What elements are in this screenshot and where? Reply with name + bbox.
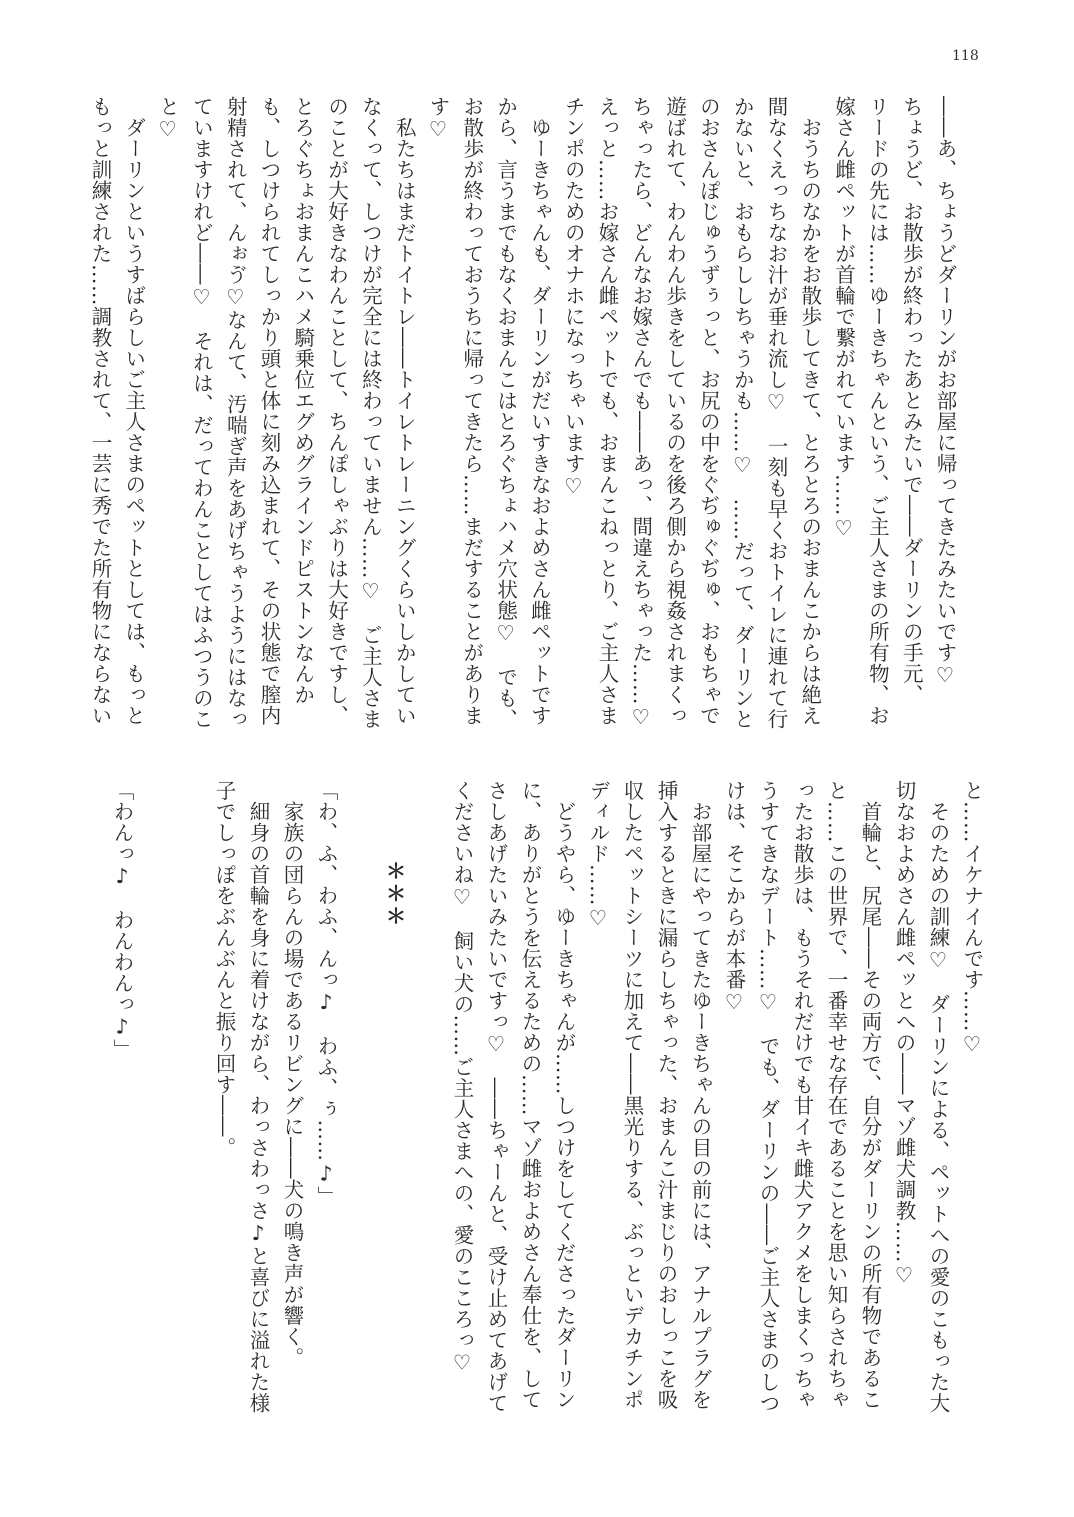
- text-column: リードの先には……ゆーきちゃんという、ご主人さまの所有物、お: [865, 96, 890, 726]
- text-column: お散歩が終わっておうちに帰ってきたら……まだすることがありま: [459, 96, 484, 726]
- text-column: 嫁さん雌ペットが首輪で繋がれています……♡: [831, 96, 856, 541]
- text-column: と……この世界で、一番幸せな存在であることを思い知らされちゃ: [824, 780, 848, 1410]
- text-column: ダーリンというすばらしいご主人さまのペットとしては、もっと: [121, 96, 146, 726]
- text-column: と♡: [155, 96, 180, 142]
- text-column: 射精されて、んぉゔ♡なんて、汚喘ぎ声をあげちゃうようにはなっ: [223, 96, 248, 730]
- text-column: 私たちはまだトイトレ――トイレトレーニングくらいしかしてい: [392, 96, 417, 726]
- text-column: に、ありがとうを伝えるための……マゾ雌およめさん奉仕を、して: [518, 780, 542, 1410]
- text-column: ディルド……♡: [586, 780, 610, 931]
- text-column: のことが大好きなわんことして、ちんぽしゃぶりは大好きですし、: [324, 96, 349, 726]
- text-column: うすてきなデート……♡ でも、ダーリンの――ご主人さまのしつ: [756, 780, 780, 1414]
- text-column: おうちのなかをお散歩してきて、とろとろのおまんこからは絶え: [797, 96, 822, 726]
- text-column: そのための訓練♡ ダーリンによる、ペットへの愛のこもった大: [926, 780, 950, 1414]
- text-column: 家族の団らんの場であるリビングに――犬の鳴き声が響く。: [280, 780, 304, 1368]
- text-column: なくって、しつけが完全には終わっていません……♡ ご主人さま: [358, 96, 383, 730]
- text-column: ちょうど、お散歩が終わったあとみたいで――ダーリンの手元、: [899, 96, 924, 705]
- text-column: かないと、おもらししちゃうかも……♡ ……だって、ダーリンと: [730, 96, 755, 730]
- text-column: けは、そこからが本番♡: [722, 780, 746, 1015]
- text-column: えっと……お嫁さん雌ペットでも、おまんこねっとり、ご主人さま: [595, 96, 619, 726]
- text-column: ていますけれど――♡ それは、だってわんことしてはふつうのこ: [189, 96, 214, 730]
- text-column: 子でしっぽをぶんぶんと振り回す――。: [212, 780, 236, 1158]
- text-column: 「わ、ふ、わふ、んっ♪ わふ、ぅ……♪」: [314, 780, 338, 1207]
- text-column: さしあげたいみたいですっ♡ ――ちゃーんと、受け止めてあげて: [484, 780, 508, 1414]
- text-column: とろぐちょおまんこハメ騎乗位エグめグラインドピストンなんか: [290, 96, 315, 705]
- text-column: と……イケナイんです……♡: [960, 780, 984, 1057]
- text-column: 遊ばれて、わんわん歩きをしているのを後ろ側から視姦されまくっ: [662, 96, 687, 726]
- text-column: 挿入するときに漏らしちゃった、おまんこ汁まじりのおしっこを吸: [654, 780, 678, 1410]
- text-column: ったお散歩は、もうそれだけでも甘イキ雌犬アクメをしまくっちゃ: [790, 780, 814, 1410]
- text-column: ちゃったら、どんなお嫁さんでも――あっ、間違えちゃった……♡: [628, 96, 653, 730]
- text-column: 間なくえっちなお汁が垂れ流し♡ 一刻も早くおトイレに連れて行: [764, 96, 788, 730]
- text-column: お部屋にやってきたゆーきちゃんの目の前には、アナルプラグを: [688, 780, 712, 1410]
- text-column: 切なおよめさん雌ペッとへの――マゾ雌犬調教……♡: [892, 780, 916, 1288]
- text-column: どうやら、ゆーきちゃんが……しつけをしてくださったダーリン: [552, 780, 576, 1410]
- text-column: もっと訓練された……調教されて、一芸に秀でた所有物にならない: [88, 96, 112, 726]
- text-column: 首輪と、尻尾――その両方で、自分がダーリンの所有物であるこ: [858, 780, 882, 1410]
- text-column: も、しつけられてしっかり頭と体に刻み込まれて、その状態で膣内: [257, 96, 281, 726]
- text-column: 収したペットシーツに加えて――黒光りする、ぶっといデカチンポ: [620, 780, 644, 1410]
- text-column: ゆーきちゃんも、ダーリンがだいすきなおよめさん雌ペットです: [527, 96, 552, 726]
- text-column: ――あ、ちょうどダーリンがお部屋に帰ってきたみたいです♡: [933, 96, 957, 688]
- text-column: のおさんぽじゅうずぅっと、お尻の中をぐぢゅぐぢゅ、おもちゃで: [696, 96, 721, 726]
- text-column: から、言うまでもなくおまんこはとろぐちょハメ穴状態♡ でも、: [493, 96, 518, 730]
- text-column: 細身の首輪を身に着けながら、わっさわっさ♪と喜びに溢れた様: [246, 780, 270, 1414]
- text-column: す♡: [426, 96, 450, 142]
- page-number: 118: [952, 48, 979, 64]
- section-separator: ＊＊＊: [382, 860, 406, 928]
- text-column: くださいね♡ 飼い犬の……ご主人さまへの、愛のこころっ♡: [450, 780, 474, 1375]
- text-column: チンポのためのオナホになっちゃいます♡: [561, 96, 586, 499]
- text-column: 「わんっ♪ わんわんっ♪」: [110, 780, 134, 1060]
